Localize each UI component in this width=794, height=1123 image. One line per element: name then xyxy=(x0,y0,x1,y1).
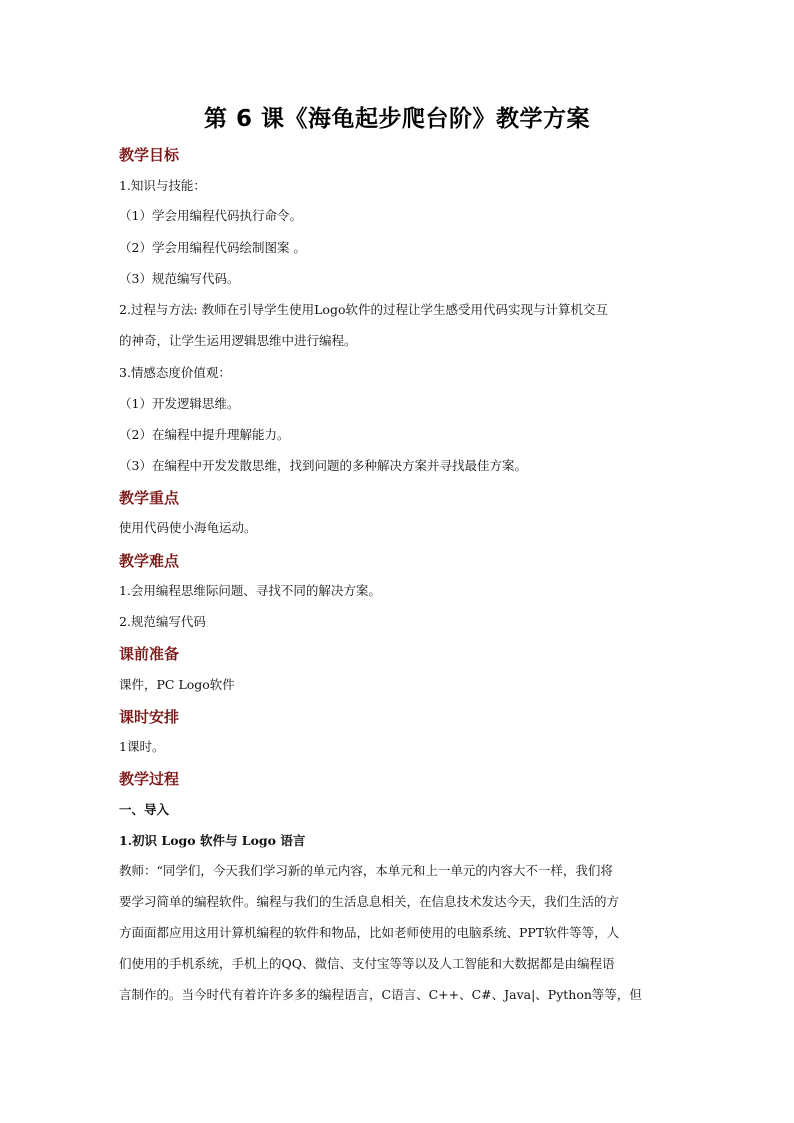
difficulties-line: 2.规范编写代码 xyxy=(119,614,206,629)
preparation-line: 课件，PC Logo软件 xyxy=(119,677,235,692)
paragraph-line: 教师：“同学们，今天我们学习新的单元内容，本单元和上一单元的内容大不一样，我们将 xyxy=(119,863,613,878)
section-heading-preparation: 课前准备 xyxy=(119,645,180,663)
goals-line: 1.知识与技能： xyxy=(119,178,206,193)
goals-line: （2）学会用编程代码绘制图案 。 xyxy=(119,240,306,255)
process-sub-title: 1.初识 Logo 软件与 Logo 语言 xyxy=(119,833,306,848)
goals-line: （2）在编程中提升理解能力。 xyxy=(119,427,290,442)
goals-line: 的神奇，让学生运用逻辑思维中进行编程。 xyxy=(119,333,357,348)
schedule-line: 1课时。 xyxy=(119,739,165,754)
process-paragraph xyxy=(119,855,679,1010)
key-points-line: 使用代码使小海龟运动。 xyxy=(119,520,257,535)
document-title: 第 6 课《海龟起步爬台阶》教学方案 xyxy=(203,106,591,132)
process-step-title: 一、导入 xyxy=(119,802,170,817)
goals-line: （3）规范编写代码。 xyxy=(119,271,240,286)
section-heading-difficulties: 教学难点 xyxy=(119,552,180,570)
goals-line: 3.情感态度价值观： xyxy=(119,365,231,380)
goals-line: （1）学会用编程代码执行命令。 xyxy=(119,208,302,223)
paragraph-line: 言制作的。当今时代有着许许多多的编程语言，C语言、C++、C#、Java|、Python等等，但 xyxy=(119,987,642,1002)
section-heading-key-points: 教学重点 xyxy=(119,489,180,507)
paragraph-line: 要学习简单的编程软件。编程与我们的生活息息相关，在信息技术发达今天，我们生活的方 xyxy=(119,894,620,909)
section-heading-schedule: 课时安排 xyxy=(119,708,180,726)
goals-line: 2.过程与方法: 教师在引导学生使用Logo软件的过程让学生感受用代码实现与计算机交互 xyxy=(119,302,608,317)
section-heading-goals: 教学目标 xyxy=(119,146,180,164)
paragraph-line: 们使用的手机系统，手机上的QQ、微信、支付宝等等以及人工智能和大数据都是由编程语 xyxy=(119,956,615,971)
difficulties-line: 1.会用编程思维际问题、寻找不同的解决方案。 xyxy=(119,583,381,598)
goals-line: （1）开发逻辑思维。 xyxy=(119,396,240,411)
paragraph-line: 方面面都应用这用计算机编程的软件和物品，比如老师使用的电脑系统、PPT软件等等，人 xyxy=(119,925,620,940)
section-heading-process: 教学过程 xyxy=(119,770,180,788)
goals-line: （3）在编程中开发发散思维，找到问题的多种解决方案并寻找最佳方案。 xyxy=(119,458,527,473)
